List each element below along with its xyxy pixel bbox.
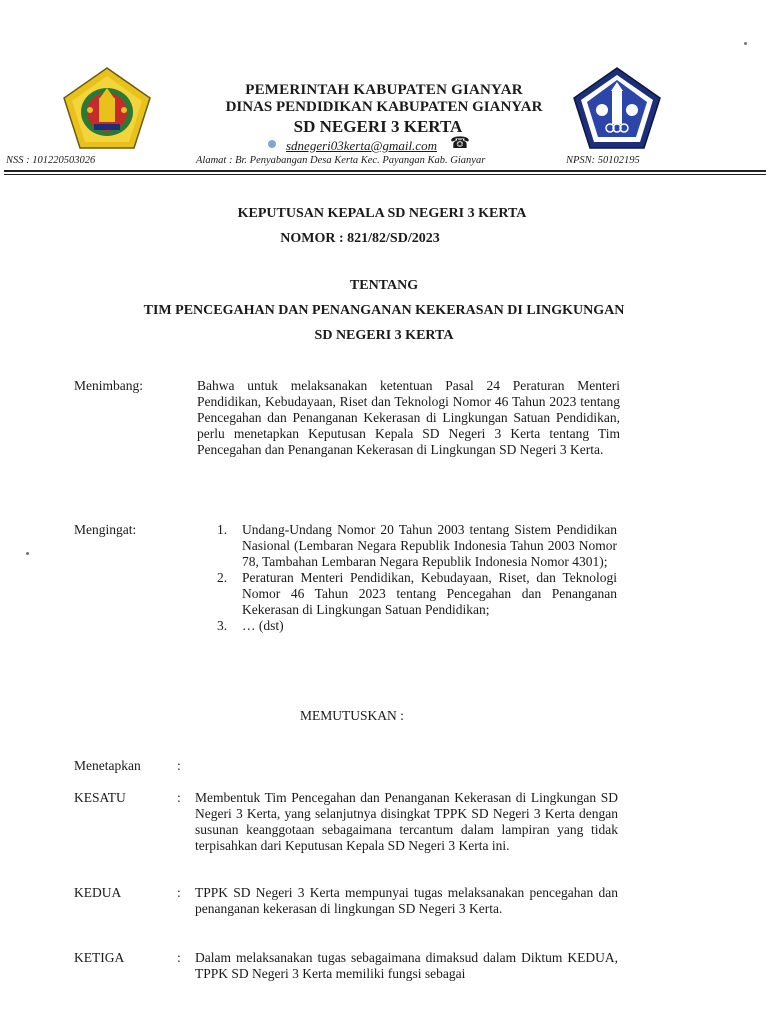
list-item-text: Undang-Undang Nomor 20 Tahun 2003 tentang Sistem Pendidikan Nasional (Lembaran Negara Republik Indonesia Tahun 2003 Nomor 78, Tambahan Lembaran Negara Republik Indonesia Nomor 4301); [242, 522, 617, 569]
diktum-kedua-colon: : [177, 885, 181, 900]
diktum-kesatu-colon: : [177, 790, 181, 805]
list-item [217, 618, 617, 634]
mengingat-label: Mengingat: [74, 522, 137, 537]
nss-number: NSS : 101220503026 [6, 155, 96, 166]
letterhead-divider [4, 170, 766, 172]
menetapkan-label: Menetapkan [74, 758, 141, 773]
list-item-text: Peraturan Menteri Pendidikan, Kebudayaan, Riset, dan Teknologi Nomor 46 Tahun 2023 tentang Pencegahan dan Penanganan Kekerasan di Lingkungan Satuan Pendidikan; [242, 570, 617, 617]
letterhead-government: PEMERINTAH KABUPATEN GIANYAR [245, 82, 523, 98]
diktum-kesatu-label: KESATU [74, 790, 126, 805]
school-email: sdnegeri03kerta@gmail.com [286, 138, 437, 153]
memutuskan-heading: MEMUTUSKAN : [300, 708, 404, 723]
list-item [217, 570, 617, 618]
decree-number: NOMOR : 821/82/SD/2023 [280, 231, 440, 246]
list-item-number: 1. [217, 522, 228, 537]
menetapkan-colon: : [177, 758, 181, 773]
list-item-number: 2. [217, 570, 228, 585]
school-address: Alamat : Br. Penyabangan Desa Kerta Kec. Payangan Kab. Gianyar [196, 155, 486, 166]
letterhead-divider-thin [4, 174, 766, 175]
scan-speck [26, 552, 29, 555]
list-item-text: … (dst) [242, 618, 284, 633]
decree-subject-line2: SD NEGERI 3 KERTA [314, 328, 454, 343]
diktum-ketiga-text: Dalam melaksanakan tugas sebagaimana dimaksud dalam Diktum KEDUA, TPPK SD Negeri 3 Kerta memiliki fungsi sebagai [195, 950, 618, 981]
tentang-heading: TENTANG [349, 278, 419, 293]
scan-speck [744, 42, 747, 45]
diktum-ketiga-colon: : [177, 950, 181, 965]
diktum-ketiga-label: KETIGA [74, 950, 125, 965]
letterhead-department: DINAS PENDIDIKAN KABUPATEN GIANYAR [225, 99, 543, 115]
diktum-kesatu-text: Membentuk Tim Pencegahan dan Penanganan Kekerasan di Lingkungan SD Negeri 3 Kerta, yang selanjutnya disingkat TPPK SD Negeri 3 Kerta dengan susunan keanggotaan sebagaimana tercantum dalam lampiran yang tidak terpisahkan dari Keputusan Kepala SD Negeri 3 Kerta ini. [195, 790, 618, 853]
letterhead-school-name: SD NEGERI 3 KERTA [293, 117, 463, 136]
list-item-number: 3. [217, 618, 228, 633]
decree-subject-line1: TIM PENCEGAHAN DAN PENANGANAN KEKERASAN DI LINGKUNGAN [143, 303, 625, 318]
menimbang-label: Menimbang: [74, 378, 143, 393]
list-item [217, 522, 617, 570]
mengingat-list [217, 522, 617, 634]
diktum-kedua-text: TPPK SD Negeri 3 Kerta mempunyai tugas melaksanakan pencegahan dan penanganan kekerasan di lingkungan SD Negeri 3 Kerta. [195, 885, 618, 916]
menimbang-text: Bahwa untuk melaksanakan ketentuan Pasal 24 Peraturan Menteri Pendidikan, Kebudayaan, Riset dan Teknologi Nomor 46 Tahun 2023 tentang Pencegahan dan Penanganan Kekerasan di Lingkungan Satuan Pendidikan, perlu menetapkan Keputusan Kepala SD Negeri 3 Kerta tentang Tim Pencegahan dan Penanganan Kekerasan di Lingkungan SD Negeri 3 Kerta. [197, 378, 620, 457]
email-icon [268, 140, 276, 148]
decree-title: KEPUTUSAN KEPALA SD NEGERI 3 KERTA [237, 206, 527, 221]
npsn-number: NPSN: 50102195 [566, 155, 640, 166]
phone-icon: ☎ [450, 135, 470, 152]
diktum-kedua-label: KEDUA [74, 885, 122, 900]
